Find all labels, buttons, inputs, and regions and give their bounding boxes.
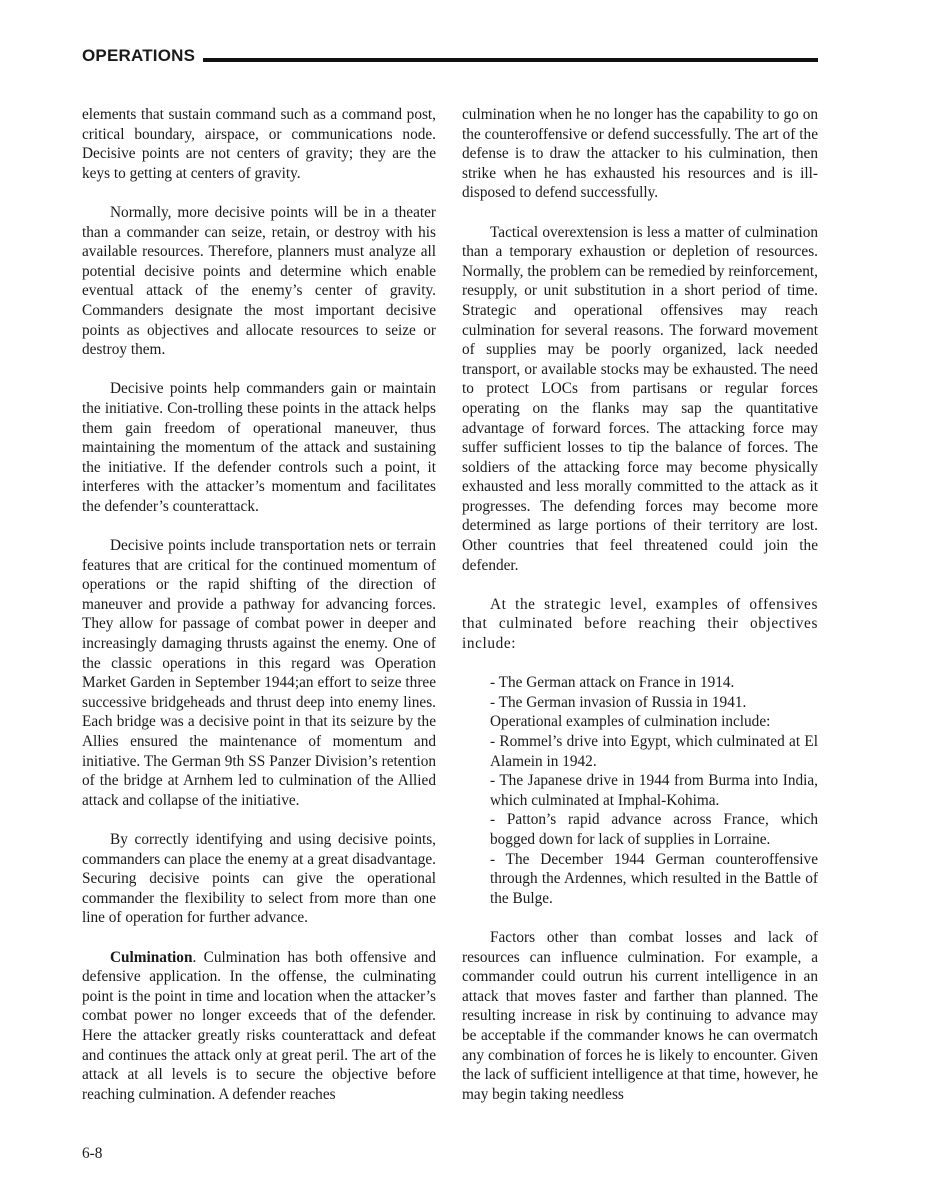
list-subheading: Operational examples of culmination include: bbox=[490, 713, 771, 731]
section-title: OPERATIONS bbox=[82, 46, 196, 65]
paragraph: Decisive points help commanders gain or maintain the initiative. Con-trolling these points in the attack helps them gain freedom of operational maneuver, thus maintaining the momentum of the attack and sustaining the initiative. If the defender controls such a point, it interferes with the attacker’s momentum and facilitates the defender’s counterattack. bbox=[82, 380, 436, 515]
paragraph: Tactical overextension is less a matter of culmination than a temporary exhaustion or depletion of resources. Normally, the problem can be remedied by reinforcement, resupply, or unit substitution in a short period of time. Strategic and operational offensives may reach culmination for several reasons. The forward movement of supplies may be poorly organized, lack needed transport, or available stocks may be exhausted. The need to protect LOCs from partisans or regular forces operating on the flanks may sap the quantitative advantage of forward forces. The attacking force may suffer sufficient losses to tip the balance of forces. The soldiers of the attacking force may become physically exhausted and less morally committed to the attack as it progresses. The defending forces may become more determined as large portions of their territory are lost. Other countries that feel threatened could join the defender. bbox=[462, 223, 818, 574]
paragraph: Normally, more decisive points will be in a theater than a commander can seize, retain, or destroy with his available resources. Therefore, planners must analyze all potential decisive points and determine which enable eventual attack of the enemy’s center of gravity. Commanders designate the most important decisive points as objectives and allocate resources to seize or destroy them. bbox=[82, 203, 436, 359]
culmination-text: . Culmination has both offensive and defensive application. In the offense, the culminating point is the point in time and location when the attacker’s combat power no longer exceeds that of the defender. Here the attacker greatly risks counterattack and defeat and continues the attack only at great peril. The art of the attack at all levels is to secure the objective before reaching culmination. A defender reaches bbox=[82, 948, 436, 1103]
list-item: - Patton’s rapid advance across France, which bogged down for lack of supplies in Lorraine. bbox=[490, 811, 818, 848]
paragraph: Factors other than combat losses and lack of resources can influence culmination. For example, a commander could outrun his current intelligence in an attack that moves faster and farther than planned. The resulting increase in risk by continuing to advance may be acceptable if the commander knows he can overmatch any combination of forces he is likely to encounter. Given the lack of sufficient intelligence at that time, however, he may begin taking needless bbox=[462, 928, 818, 1103]
list-item: - The German attack on France in 1914. bbox=[490, 674, 735, 692]
paragraph: culmination when he no longer has the capability to go on the counteroffensive or defend successfully. The art of the defense is to draw the attacker to his culmination, then strike when he has exhausted his resources and is ill-disposed to defend successfully. bbox=[462, 106, 818, 202]
header-rule bbox=[203, 58, 818, 62]
paragraph: At the strategic level, examples of offensives that culminated before reaching their objectives include: bbox=[462, 595, 818, 653]
list-item: - The Japanese drive in 1944 from Burma into India, which culminated at Imphal-Kohima. bbox=[490, 772, 818, 809]
list-item: - Rommel’s drive into Egypt, which culminated at El Alamein in 1942. bbox=[490, 733, 818, 770]
running-header bbox=[82, 42, 818, 66]
left-column bbox=[82, 105, 436, 1124]
culmination-paragraph bbox=[82, 948, 436, 1105]
list-item: - The German invasion of Russia in 1941. bbox=[490, 693, 747, 711]
examples-list bbox=[490, 673, 818, 908]
list-item: - The December 1944 German counteroffensive through the Ardennes, which resulted in the Battle of the Bulge. bbox=[490, 850, 818, 907]
paragraph: By correctly identifying and using decisive points, commanders can place the enemy at a great disadvantage. Securing decisive points can give the operational commander the flexibility to select from more than one line of operation for further advance. bbox=[82, 830, 436, 927]
culmination-heading: Culmination bbox=[110, 948, 193, 966]
page-number: 6-8 bbox=[82, 1145, 103, 1162]
right-column bbox=[462, 105, 818, 1124]
paragraph: elements that sustain command such as a command post, critical boundary, airspace, or communications node. Decisive points are not centers of gravity; they are the keys to getting at centers of gravity. bbox=[82, 106, 436, 182]
paragraph: Decisive points include transportation nets or terrain features that are critical for the continued momentum of operations or the rapid shifting of the direction of maneuver and provide a pathway for advancing forces. They allow for passage of combat power in deeper and increasingly damaging thrusts against the enemy. One of the classic operations in this regard was Operation Market Garden in September 1944;an effort to seize three successive bridgeheads and thrust deep into enemy lines. Each bridge was a decisive point in that its seizure by the Allies ensured the maintenance of momentum and initiative. The German 9th SS Panzer Division’s retention of the bridge at Arnhem led to culmination of the Allied attack and collapse of the initiative. bbox=[82, 537, 436, 809]
